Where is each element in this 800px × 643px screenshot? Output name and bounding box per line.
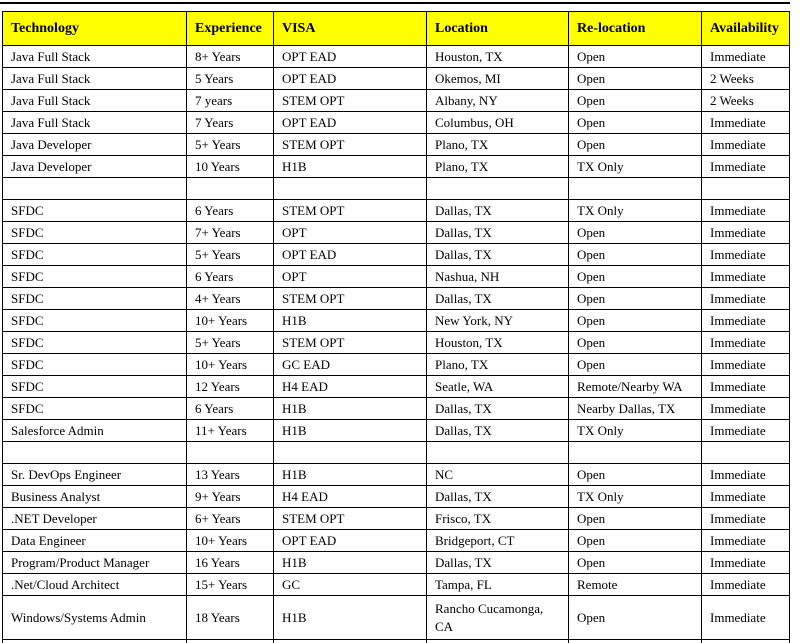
table-row — [3, 508, 790, 530]
table-cell: SFDC — [3, 200, 187, 222]
table-row — [3, 398, 790, 420]
table-cell: Open — [569, 354, 702, 376]
table-cell: Plano, TX — [427, 156, 569, 178]
table-cell: Immediate — [702, 398, 790, 420]
table-cell — [187, 178, 274, 200]
table-row — [3, 552, 790, 574]
table-cell: Windows/Systems Admin — [3, 596, 187, 640]
table-cell: .Net/Cloud Architect — [3, 574, 187, 596]
header-row — [3, 12, 790, 46]
table-cell: SFDC — [3, 310, 187, 332]
table-cell — [702, 442, 790, 464]
table-row — [3, 90, 790, 112]
table-cell: Albany, NY — [427, 90, 569, 112]
table-row — [3, 420, 790, 442]
table-cell: 18 Years — [187, 596, 274, 640]
table-cell: Open — [569, 112, 702, 134]
table-cell: Houston, TX — [427, 46, 569, 68]
table-cell: Tampa, FL — [427, 574, 569, 596]
table-cell: Okemos, MI — [427, 68, 569, 90]
table-cell: Open — [569, 310, 702, 332]
table-cell — [3, 442, 187, 464]
table-cell — [187, 442, 274, 464]
spacer-row — [3, 178, 790, 200]
table-cell: SFDC — [3, 398, 187, 420]
table-cell: STEM OPT — [274, 288, 427, 310]
table-cell — [274, 640, 427, 643]
table-cell: Open — [569, 244, 702, 266]
table-cell: .NET Developer — [3, 508, 187, 530]
table-cell: Java Developer — [3, 156, 187, 178]
table-cell: 6 Years — [187, 266, 274, 288]
table-cell — [702, 640, 790, 643]
table-cell: 6+ Years — [187, 508, 274, 530]
table-cell: 4+ Years — [187, 288, 274, 310]
table-cell: H1B — [274, 398, 427, 420]
table-cell: Plano, TX — [427, 354, 569, 376]
table-cell: Dallas, TX — [427, 288, 569, 310]
table-cell: Sr. DevOps Engineer — [3, 464, 187, 486]
table-cell: Open — [569, 68, 702, 90]
table-cell: Immediate — [702, 596, 790, 640]
table-cell: SFDC — [3, 332, 187, 354]
table-cell: Immediate — [702, 508, 790, 530]
column-header-technology: Technology — [3, 12, 187, 46]
table-cell: STEM OPT — [274, 332, 427, 354]
table-cell: 12 Years — [187, 376, 274, 398]
table-cell: SFDC — [3, 266, 187, 288]
table-row — [3, 332, 790, 354]
table-cell: 2 Weeks — [702, 68, 790, 90]
table-cell: STEM OPT — [274, 90, 427, 112]
table-cell: TX Only — [569, 200, 702, 222]
table-cell — [427, 640, 569, 643]
table-cell: H1B — [274, 420, 427, 442]
table-cell: 10 Years — [187, 156, 274, 178]
table-cell: Immediate — [702, 266, 790, 288]
table-cell: OPT — [274, 222, 427, 244]
table-cell: Rancho Cucamonga, CA — [427, 596, 569, 640]
table-cell: Immediate — [702, 530, 790, 552]
table-cell: Immediate — [702, 420, 790, 442]
table-cell: Immediate — [702, 552, 790, 574]
table-cell — [702, 178, 790, 200]
table-cell: 7+ Years — [187, 222, 274, 244]
table-cell: Dallas, TX — [427, 200, 569, 222]
table-cell: 2 Weeks — [702, 90, 790, 112]
table-cell: Immediate — [702, 112, 790, 134]
table-cell: 7 Years — [187, 112, 274, 134]
table-row — [3, 46, 790, 68]
column-header-re-location: Re-location — [569, 12, 702, 46]
table-cell: Immediate — [702, 244, 790, 266]
table-cell: Dallas, TX — [427, 244, 569, 266]
table-cell: SFDC — [3, 376, 187, 398]
table-cell: TX Only — [569, 156, 702, 178]
table-cell: Immediate — [702, 332, 790, 354]
table-cell: OPT EAD — [274, 530, 427, 552]
table-cell — [274, 178, 427, 200]
table-cell: Open — [569, 266, 702, 288]
table-cell — [274, 442, 427, 464]
table-cell: H1B — [274, 464, 427, 486]
table-cell: STEM OPT — [274, 508, 427, 530]
table-row — [3, 574, 790, 596]
table-row — [3, 112, 790, 134]
table-cell: SFDC — [3, 354, 187, 376]
table-cell: Immediate — [702, 354, 790, 376]
table-cell: Salesforce Admin — [3, 420, 187, 442]
table-cell: Open — [569, 46, 702, 68]
table-cell: TX Only — [569, 486, 702, 508]
table-cell: Immediate — [702, 486, 790, 508]
table-cell: Immediate — [702, 310, 790, 332]
table-cell: 11+ Years — [187, 420, 274, 442]
column-header-visa: VISA — [274, 12, 427, 46]
table-cell: Columbus, OH — [427, 112, 569, 134]
table-cell: 7 years — [187, 90, 274, 112]
table-cell: OPT EAD — [274, 244, 427, 266]
table-cell: STEM OPT — [274, 134, 427, 156]
table-cell: Open — [569, 464, 702, 486]
table-cell: Open — [569, 552, 702, 574]
table-row — [3, 156, 790, 178]
table-cell — [569, 442, 702, 464]
table-cell: Java Developer — [3, 134, 187, 156]
table-cell: Remote — [569, 574, 702, 596]
table-cell: New York, NY — [427, 310, 569, 332]
table-cell: Immediate — [702, 574, 790, 596]
table-row — [3, 134, 790, 156]
column-header-location: Location — [427, 12, 569, 46]
table-cell: Plano, TX — [427, 134, 569, 156]
table-cell: Open — [569, 530, 702, 552]
table-cell: Java Full Stack — [3, 90, 187, 112]
table-cell — [427, 178, 569, 200]
table-cell: SFDC — [3, 244, 187, 266]
table-cell: Dallas, TX — [427, 552, 569, 574]
table-cell: Seatle, WA — [427, 376, 569, 398]
table-cell: 15+ Years — [187, 574, 274, 596]
table-cell: TX Only — [569, 420, 702, 442]
table-cell: 6 Years — [187, 398, 274, 420]
table-cell: Dallas, TX — [427, 398, 569, 420]
table-cell: H4 EAD — [274, 486, 427, 508]
table-cell: OPT EAD — [274, 68, 427, 90]
table-cell: 5 Years — [187, 68, 274, 90]
table-body — [3, 46, 790, 643]
table-cell: 5+ Years — [187, 244, 274, 266]
table-cell: Nashua, NH — [427, 266, 569, 288]
spacer-row — [3, 442, 790, 464]
table-row — [3, 222, 790, 244]
table-cell: 5+ Years — [187, 134, 274, 156]
table-cell — [187, 640, 274, 643]
table-cell: 8+ Years — [187, 46, 274, 68]
table-cell: GC — [274, 574, 427, 596]
table-cell: Immediate — [702, 200, 790, 222]
table-cell: Data Engineer — [3, 530, 187, 552]
table-cell: 16 Years — [187, 552, 274, 574]
table-cell: 9+ Years — [187, 486, 274, 508]
table-row — [3, 464, 790, 486]
table-cell: Immediate — [702, 222, 790, 244]
table-cell: Open — [569, 332, 702, 354]
table-row — [3, 596, 790, 640]
table-header — [3, 12, 790, 46]
table-cell: Open — [569, 90, 702, 112]
table-cell: NC — [427, 464, 569, 486]
table-cell: Open — [569, 508, 702, 530]
table-cell — [569, 178, 702, 200]
table-cell: GC EAD — [274, 354, 427, 376]
table-cell: 5+ Years — [187, 332, 274, 354]
table-cell: Java Full Stack — [3, 68, 187, 90]
table-row — [3, 200, 790, 222]
table-cell: Program/Product Manager — [3, 552, 187, 574]
column-header-availability: Availability — [702, 12, 790, 46]
table-row — [3, 310, 790, 332]
table-cell: STEM OPT — [274, 200, 427, 222]
table-row — [3, 354, 790, 376]
table-cell: Houston, TX — [427, 332, 569, 354]
top-rule-divider — [0, 2, 790, 4]
table-row — [3, 244, 790, 266]
table-row — [3, 486, 790, 508]
table-cell: Open — [569, 596, 702, 640]
consultant-hotlist-table — [2, 11, 790, 643]
table-cell: Java Full Stack — [3, 46, 187, 68]
table-cell: SFDC — [3, 222, 187, 244]
table-cell: Immediate — [702, 134, 790, 156]
table-cell: OPT — [274, 266, 427, 288]
table-cell: Immediate — [702, 46, 790, 68]
table-cell: 10+ Years — [187, 530, 274, 552]
table-cell: Immediate — [702, 288, 790, 310]
table-cell: OPT EAD — [274, 46, 427, 68]
table-row — [3, 530, 790, 552]
table-cell: Dallas, TX — [427, 486, 569, 508]
table-row — [3, 376, 790, 398]
table-cell: Immediate — [702, 464, 790, 486]
table-cell: Java Full Stack — [3, 112, 187, 134]
partial-clipped-row — [3, 640, 790, 643]
table-cell — [427, 442, 569, 464]
table-cell: Immediate — [702, 376, 790, 398]
table-cell — [3, 640, 187, 643]
table-cell: Business Analyst — [3, 486, 187, 508]
table-cell: Open — [569, 288, 702, 310]
table-row — [3, 288, 790, 310]
column-header-experience: Experience — [187, 12, 274, 46]
table-cell: H1B — [274, 156, 427, 178]
table-cell: Bridgeport, CT — [427, 530, 569, 552]
table-cell: Dallas, TX — [427, 222, 569, 244]
table-cell: 13 Years — [187, 464, 274, 486]
table-cell: H1B — [274, 310, 427, 332]
table-cell: OPT EAD — [274, 112, 427, 134]
table-cell: SFDC — [3, 288, 187, 310]
table-cell: 6 Years — [187, 200, 274, 222]
table-cell: Dallas, TX — [427, 420, 569, 442]
table-cell: Frisco, TX — [427, 508, 569, 530]
table-cell: Nearby Dallas, TX — [569, 398, 702, 420]
table-cell: H1B — [274, 552, 427, 574]
table-cell: H1B — [274, 596, 427, 640]
table-cell: Open — [569, 134, 702, 156]
table-cell: H4 EAD — [274, 376, 427, 398]
table-cell — [3, 178, 187, 200]
table-cell: Remote/Nearby WA — [569, 376, 702, 398]
table-cell: Open — [569, 222, 702, 244]
table-row — [3, 266, 790, 288]
table-cell: 10+ Years — [187, 310, 274, 332]
table-cell: 10+ Years — [187, 354, 274, 376]
table-row — [3, 68, 790, 90]
table-cell — [569, 640, 702, 643]
table-cell: Immediate — [702, 156, 790, 178]
